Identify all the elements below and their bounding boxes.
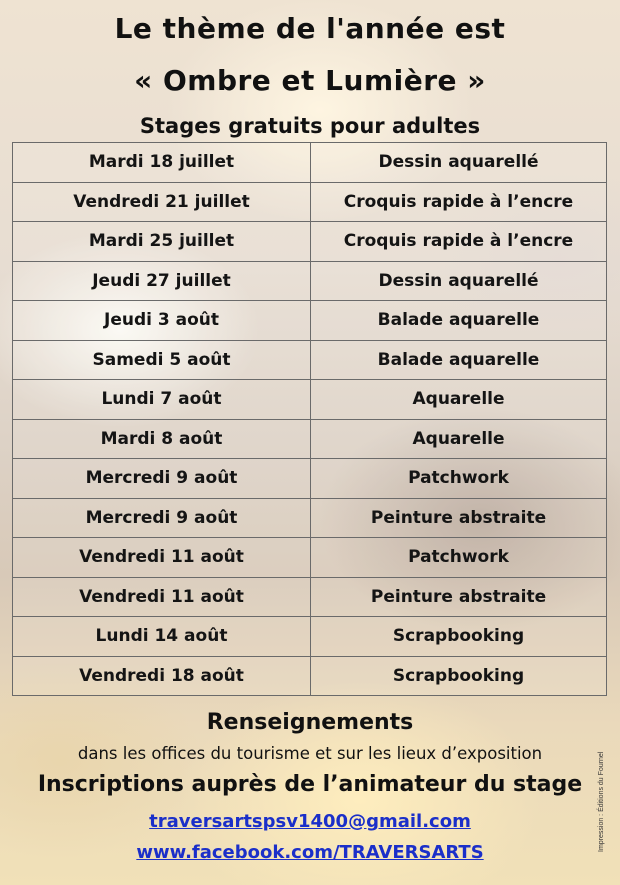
info-locations-text: dans les offices du tourisme et sur les lieux d’exposition bbox=[77, 744, 543, 763]
schedule-activity-cell: Patchwork bbox=[311, 538, 607, 578]
schedule-row bbox=[13, 222, 607, 262]
theme-name-heading: « Ombre et Lumière » bbox=[134, 64, 486, 97]
schedule-activity-cell: Dessin aquarellé bbox=[311, 261, 607, 301]
schedule-row bbox=[13, 143, 607, 183]
schedule-activity-cell: Scrapbooking bbox=[311, 656, 607, 696]
schedule-date-cell: Lundi 7 août bbox=[13, 380, 311, 420]
schedule-activity-cell: Scrapbooking bbox=[311, 617, 607, 657]
schedule-row bbox=[13, 261, 607, 301]
schedule-row bbox=[13, 617, 607, 657]
schedule-row bbox=[13, 182, 607, 222]
schedule-date-cell: Vendredi 18 août bbox=[13, 656, 311, 696]
schedule-table bbox=[12, 142, 607, 696]
schedule-activity-cell: Peinture abstraite bbox=[311, 498, 607, 538]
schedule-activity-cell: Peinture abstraite bbox=[311, 577, 607, 617]
facebook-link[interactable]: www.facebook.com/TRAVERSARTS bbox=[136, 842, 484, 863]
printer-credit: Impression : Éditions du Fournel bbox=[598, 751, 605, 852]
schedule-activity-cell: Croquis rapide à l’encre bbox=[311, 222, 607, 262]
schedule-row bbox=[13, 538, 607, 578]
schedule-activity-cell: Dessin aquarellé bbox=[311, 143, 607, 183]
schedule-date-cell: Mercredi 9 août bbox=[13, 498, 311, 538]
schedule-date-cell: Mardi 8 août bbox=[13, 419, 311, 459]
schedule-row bbox=[13, 340, 607, 380]
schedule-date-cell: Vendredi 11 août bbox=[13, 538, 311, 578]
facebook-row bbox=[0, 842, 620, 863]
schedule-activity-cell: Aquarelle bbox=[311, 419, 607, 459]
schedule-activity-cell: Balade aquarelle bbox=[311, 340, 607, 380]
schedule-row bbox=[13, 301, 607, 341]
schedule-row bbox=[13, 380, 607, 420]
schedule-row bbox=[13, 656, 607, 696]
schedule-row bbox=[13, 498, 607, 538]
theme-intro-heading: Le thème de l'année est bbox=[114, 12, 506, 45]
schedule-date-cell: Vendredi 21 juillet bbox=[13, 182, 311, 222]
schedule-date-cell: Jeudi 3 août bbox=[13, 301, 311, 341]
schedule-activity-cell: Patchwork bbox=[311, 459, 607, 499]
schedule-row bbox=[13, 459, 607, 499]
email-link[interactable]: traversartspsv1400@gmail.com bbox=[149, 811, 471, 832]
info-heading: Renseignements bbox=[206, 710, 414, 735]
schedule-table-body bbox=[13, 143, 607, 696]
schedule-activity-cell: Aquarelle bbox=[311, 380, 607, 420]
schedule-date-cell: Jeudi 27 juillet bbox=[13, 261, 311, 301]
schedule-activity-cell: Balade aquarelle bbox=[311, 301, 607, 341]
schedule-date-cell: Mardi 25 juillet bbox=[13, 222, 311, 262]
schedule-date-cell: Mardi 18 juillet bbox=[13, 143, 311, 183]
schedule-date-cell: Lundi 14 août bbox=[13, 617, 311, 657]
stages-subtitle: Stages gratuits pour adultes bbox=[139, 114, 481, 138]
schedule-row bbox=[13, 419, 607, 459]
schedule-row bbox=[13, 577, 607, 617]
email-row bbox=[0, 811, 620, 832]
schedule-date-cell: Mercredi 9 août bbox=[13, 459, 311, 499]
schedule-activity-cell: Croquis rapide à l’encre bbox=[311, 182, 607, 222]
schedule-date-cell: Vendredi 11 août bbox=[13, 577, 311, 617]
registration-heading: Inscriptions auprès de l’animateur du stage bbox=[37, 772, 583, 797]
schedule-date-cell: Samedi 5 août bbox=[13, 340, 311, 380]
